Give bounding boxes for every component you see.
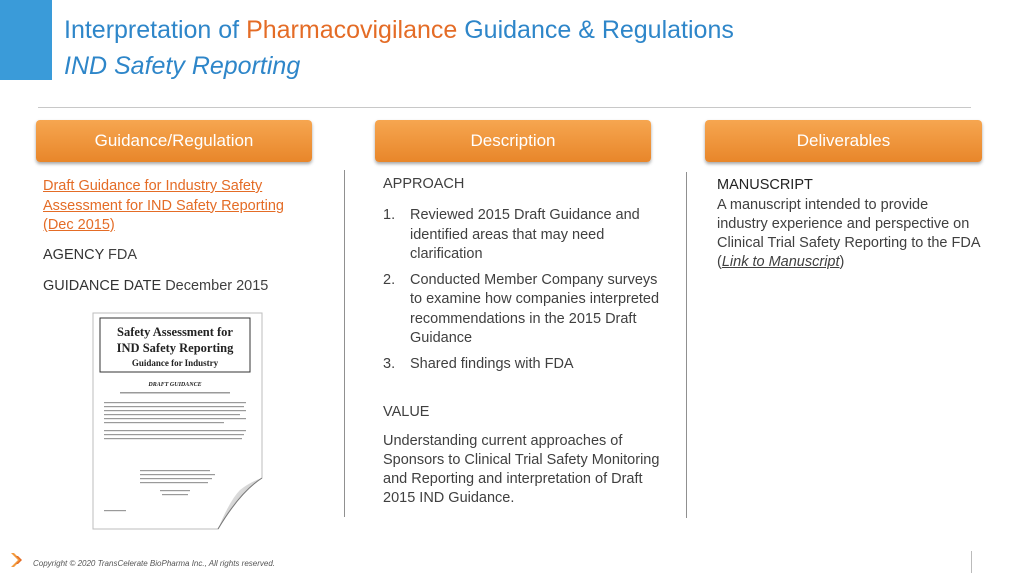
step-text: Shared findings with FDA bbox=[410, 355, 574, 372]
list-item bbox=[383, 206, 663, 265]
copyright-text: Copyright © 2020 TransCelerate BioPharma Inc., All rights reserved. bbox=[33, 559, 275, 568]
manuscript-description bbox=[717, 196, 982, 272]
column-divider bbox=[686, 172, 687, 518]
date-value: December 2015 bbox=[165, 278, 269, 294]
thumbnail-banner: DRAFT GUIDANCE bbox=[148, 382, 202, 388]
approach-steps bbox=[383, 206, 663, 380]
link-close-paren: ) bbox=[839, 254, 845, 270]
value-label: VALUE bbox=[383, 404, 430, 420]
manuscript-text: A manuscript intended to provide industry experience and perspective on Clinical Trial Safety Reporting to the FDA bbox=[717, 197, 981, 251]
thumbnail-title-line: Safety Assessment for bbox=[117, 325, 233, 339]
deliverables-column-header: Deliverables bbox=[705, 120, 982, 162]
description-column-header: Description bbox=[375, 120, 651, 162]
thumbnail-subtitle: Guidance for Industry bbox=[131, 358, 219, 368]
footer-divider bbox=[971, 551, 972, 573]
column-divider bbox=[344, 170, 345, 517]
thumbnail-title-line: IND Safety Reporting bbox=[116, 341, 234, 355]
approach-label: APPROACH bbox=[383, 176, 465, 192]
page-subtitle: IND Safety Reporting bbox=[64, 52, 301, 80]
manuscript-link[interactable]: Link to Manuscript bbox=[721, 254, 840, 270]
step-number: 2. bbox=[383, 271, 396, 288]
guidance-document-link[interactable]: Draft Guidance for Industry Safety Assessment for IND Safety Reporting (Dec 2015) bbox=[43, 178, 284, 233]
guidance-document-thumbnail bbox=[90, 310, 267, 532]
guidance-date-info bbox=[43, 278, 268, 294]
step-text: Reviewed 2015 Draft Guidance and identified areas that may need clarification bbox=[410, 207, 640, 262]
title-part1: Interpretation of bbox=[64, 16, 247, 44]
title-part2: Guidance & Regulations bbox=[457, 16, 734, 44]
list-item bbox=[383, 355, 663, 375]
step-number: 3. bbox=[383, 355, 396, 372]
step-text: Conducted Member Company surveys to examine how companies interpreted recommendations in the 2015 Draft Guidance bbox=[410, 271, 660, 346]
agency-value: FDA bbox=[108, 247, 138, 263]
step-number: 1. bbox=[383, 207, 396, 223]
date-label: GUIDANCE DATE bbox=[43, 278, 162, 294]
guidance-column-header: Guidance/Regulation bbox=[36, 120, 312, 162]
agency-info bbox=[43, 247, 137, 263]
value-text: Understanding current approaches of Sponsors to Clinical Trial Safety Monitoring and Reporting and interpretation of Draft 2015 IND Guidance. bbox=[383, 433, 660, 506]
company-logo-icon bbox=[8, 551, 26, 569]
title-highlight: Pharmacovigilance bbox=[246, 16, 458, 44]
header-divider bbox=[38, 107, 971, 108]
manuscript-label: MANUSCRIPT bbox=[717, 177, 813, 193]
agency-label: AGENCY bbox=[43, 247, 104, 263]
link-open-paren: ( bbox=[717, 254, 722, 270]
accent-bar bbox=[0, 0, 52, 80]
list-item bbox=[383, 271, 663, 349]
page-title bbox=[64, 16, 734, 45]
